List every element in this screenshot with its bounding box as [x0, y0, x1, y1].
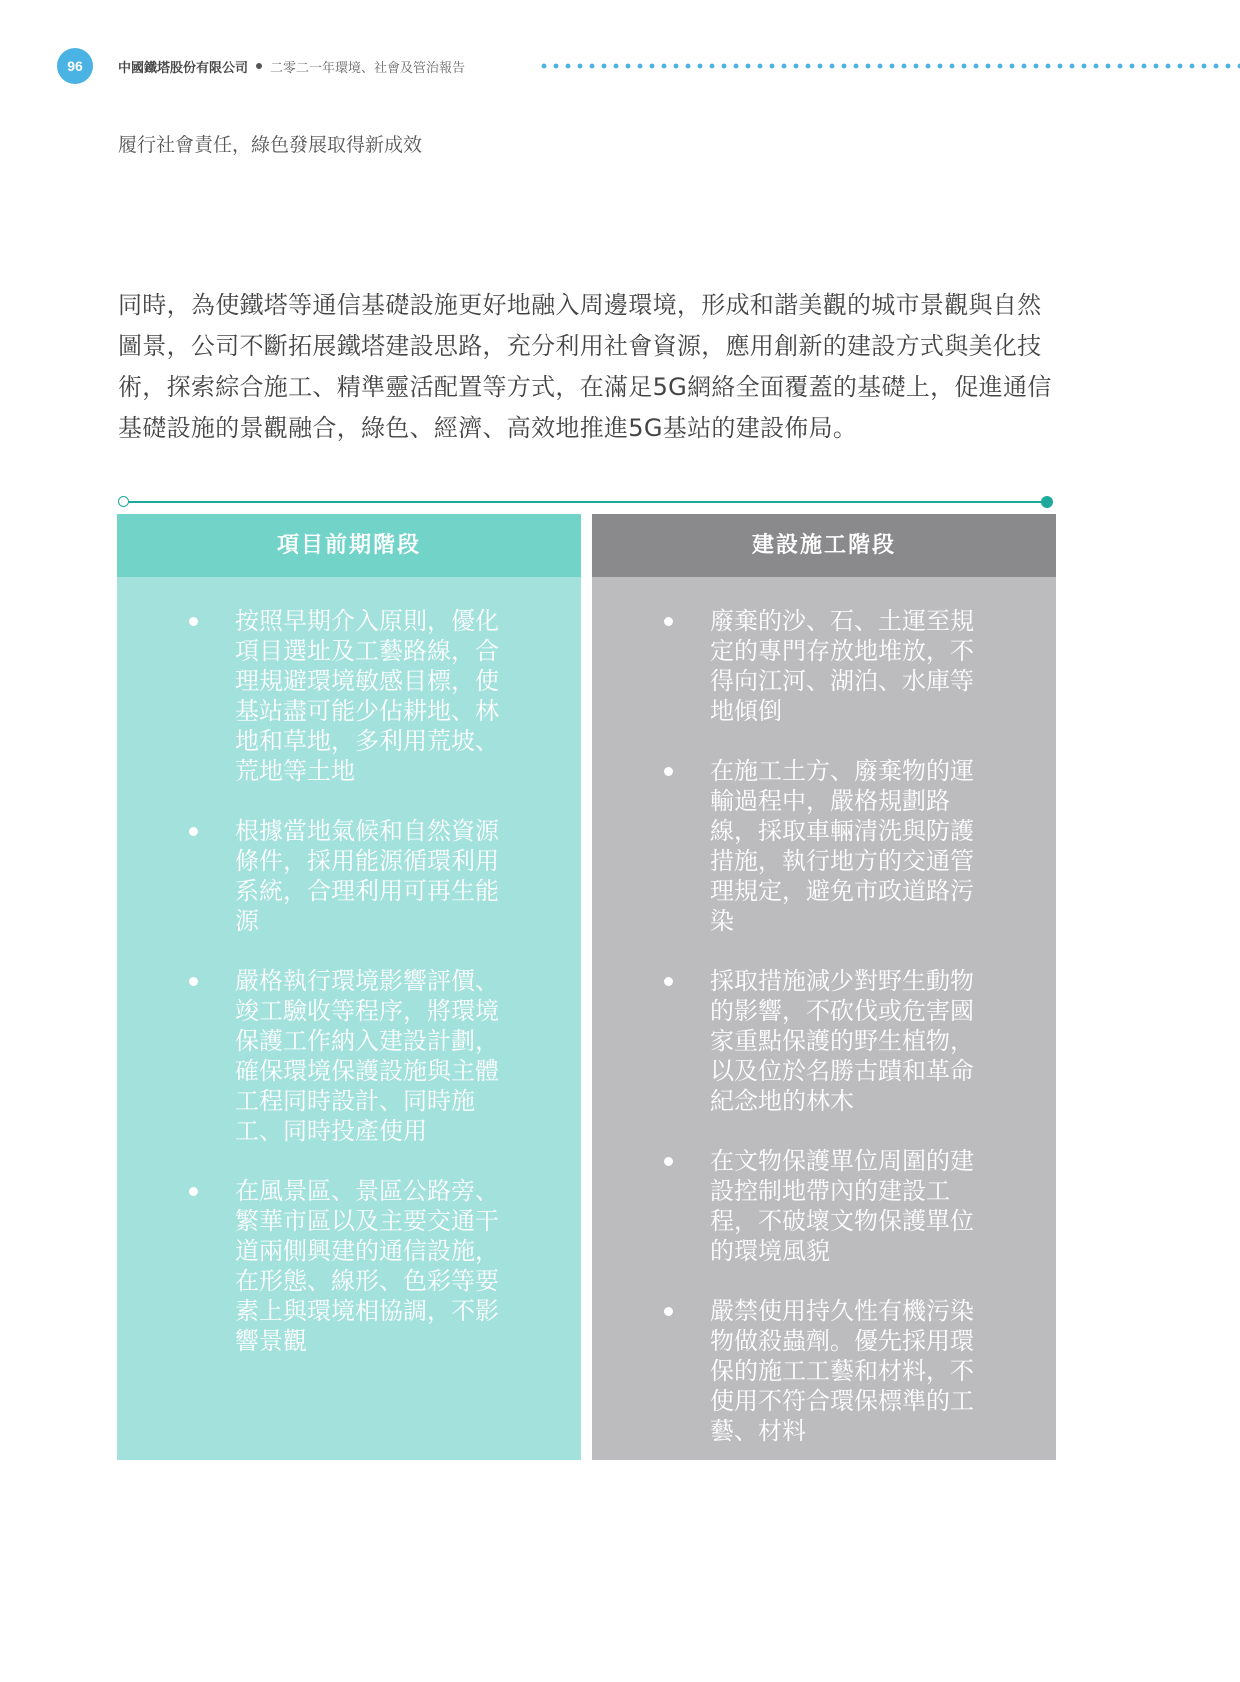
timeline-divider	[118, 496, 1053, 508]
bullet-dot-icon	[189, 617, 198, 626]
preliminary-bullet-list	[189, 606, 653, 1356]
page-number-badge: 96	[57, 48, 93, 84]
list-item	[664, 966, 1128, 1116]
bullet-text: 按照早期介入原則，優化項目選址及工藝路線，合理規避環境敏感目標，使基站盡可能少佔耕地、林地和草地，多利用荒坡、荒地等土地	[235, 607, 499, 785]
intro-paragraph: 同時，為使鐵塔等通信基礎設施更好地融入周邊環境，形成和諧美觀的城市景觀與自然圖景，公司不斷拓展鐵塔建設思路，充分利用社會資源，應用創新的建設方式與美化技術，探索綜合施工、精準靈活配置等方式，在滿足5G網絡全面覆蓋的基礎上，促進通信基礎設施的景觀融合，綠色、經濟、高效地推進5G基站的建設佈局。	[118, 291, 1052, 442]
divider-line	[124, 501, 1047, 503]
bullet-dot-icon	[664, 1307, 673, 1316]
bullet-text: 採取措施減少對野生動物的影響，不砍伐或危害國家重點保護的野生植物，以及位於名勝古蹟和革命紀念地的林木	[710, 967, 974, 1115]
divider-start-circle	[118, 496, 129, 507]
column-header-preliminary: 項目前期階段	[117, 514, 581, 577]
list-item	[664, 606, 1128, 726]
bullet-dot-icon	[189, 827, 198, 836]
construction-bullet-list	[664, 606, 1128, 1446]
list-item	[189, 1176, 653, 1356]
bullet-text: 在風景區、景區公路旁、繁華市區以及主要交通干道兩側興建的通信設施，在形態、線形、色彩等要素上與環境相協調，不影響景觀	[235, 1177, 499, 1355]
divider-end-circle	[1041, 496, 1053, 508]
column-project-preliminary	[117, 514, 581, 1460]
bullet-text: 根據當地氣候和自然資源條件，採用能源循環利用系統，合理利用可再生能源	[235, 817, 499, 935]
list-item	[189, 606, 653, 786]
column-header-construction: 建設施工階段	[592, 514, 1056, 577]
bullet-dot-icon	[664, 767, 673, 776]
section-subtitle: 履行社會責任，綠色發展取得新成效	[118, 134, 423, 156]
bullet-dot-icon	[189, 977, 198, 986]
bullet-dot-icon	[664, 1157, 673, 1166]
header-separator-dot	[256, 63, 262, 69]
bullet-text: 在施工土方、廢棄物的運輸過程中，嚴格規劃路線，採取車輛清洗與防護措施，執行地方的交通管理規定，避免市政道路污染	[710, 757, 974, 935]
bullet-text: 在文物保護單位周圍的建設控制地帶內的建設工程，不破壞文物保護單位的環境風貌	[710, 1147, 974, 1265]
list-item	[664, 1296, 1128, 1446]
list-item	[189, 966, 653, 1146]
bullet-dot-icon	[664, 977, 673, 986]
bullet-text: 廢棄的沙、石、土運至規定的專門存放地堆放，不得向江河、湖泊、水庫等地傾倒	[710, 607, 974, 725]
bullet-text: 嚴格執行環境影響評價、竣工驗收等程序，將環境保護工作納入建設計劃，確保環境保護設施與主體工程同時設計、同時施工、同時投產使用	[235, 967, 499, 1145]
column-construction	[592, 514, 1056, 1460]
bullet-text: 嚴禁使用持久性有機污染物做殺蟲劑。優先採用環保的施工工藝和材料，不使用不符合環保標準的工藝、材料	[710, 1297, 974, 1445]
list-item	[664, 756, 1128, 936]
bullet-dot-icon	[189, 1187, 198, 1196]
running-header	[118, 54, 465, 78]
list-item	[189, 816, 653, 936]
header-company-name: 中國鐵塔股份有限公司	[118, 60, 249, 76]
bullet-dot-icon	[664, 617, 673, 626]
header-dotted-rule	[538, 63, 1240, 69]
list-item	[664, 1146, 1128, 1266]
header-report-title: 二零二一年環境、社會及管治報告	[270, 60, 466, 76]
